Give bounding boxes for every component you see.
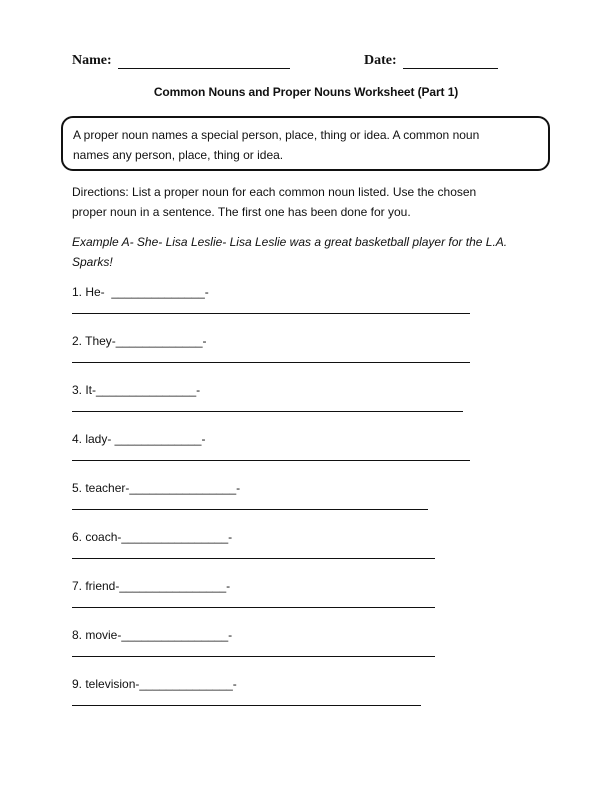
- question-prompt[interactable]: 5. teacher-________________-: [72, 481, 241, 495]
- question-5: [72, 481, 492, 521]
- worksheet-title: Common Nouns and Proper Nouns Worksheet (Part 1): [153, 85, 459, 99]
- directions-line-1: Directions: List a proper noun for each common noun listed. Use the chosen: [72, 185, 477, 199]
- question-7: [72, 579, 492, 619]
- question-3: [72, 383, 492, 423]
- date-field[interactable]: [403, 68, 498, 69]
- answer-line[interactable]: [72, 607, 435, 608]
- name-label: Name:: [72, 53, 112, 68]
- answer-line[interactable]: [72, 656, 435, 657]
- answer-line[interactable]: [72, 509, 428, 510]
- question-prompt[interactable]: 9. television-______________-: [72, 677, 237, 691]
- answer-line[interactable]: [72, 362, 470, 363]
- answer-line[interactable]: [72, 460, 470, 461]
- definition-line-2: names any person, place, thing or idea.: [73, 148, 284, 162]
- answer-line[interactable]: [72, 313, 470, 314]
- question-prompt[interactable]: 3. It-_______________-: [72, 383, 201, 397]
- question-2: [72, 334, 492, 374]
- question-9: [72, 677, 492, 717]
- question-prompt[interactable]: 1. He- ______________-: [72, 285, 209, 299]
- question-6: [72, 530, 492, 570]
- answer-line[interactable]: [72, 558, 435, 559]
- header-row: [72, 53, 512, 73]
- question-prompt[interactable]: 6. coach-________________-: [72, 530, 233, 544]
- name-field[interactable]: [118, 68, 290, 69]
- directions-line-2: proper noun in a sentence. The first one has been done for you.: [72, 205, 411, 219]
- answer-line[interactable]: [72, 705, 421, 706]
- question-prompt[interactable]: 8. movie-________________-: [72, 628, 233, 642]
- question-4: [72, 432, 492, 472]
- question-prompt[interactable]: 4. lady- _____________-: [72, 432, 206, 446]
- directions: [72, 182, 542, 222]
- question-prompt[interactable]: 7. friend-________________-: [72, 579, 231, 593]
- definition-box: [61, 116, 550, 171]
- example: [72, 232, 542, 272]
- example-line-1: Example A- She- Lisa Leslie- Lisa Leslie was a great basketball player for the L.A.: [72, 235, 508, 249]
- question-1: [72, 285, 492, 325]
- date-label: Date:: [364, 53, 397, 68]
- question-prompt[interactable]: 2. They-_____________-: [72, 334, 207, 348]
- answer-line[interactable]: [72, 411, 463, 412]
- question-8: [72, 628, 492, 668]
- definition-line-1: A proper noun names a special person, place, thing or idea. A common noun: [73, 128, 480, 142]
- example-line-2: Sparks!: [72, 255, 113, 269]
